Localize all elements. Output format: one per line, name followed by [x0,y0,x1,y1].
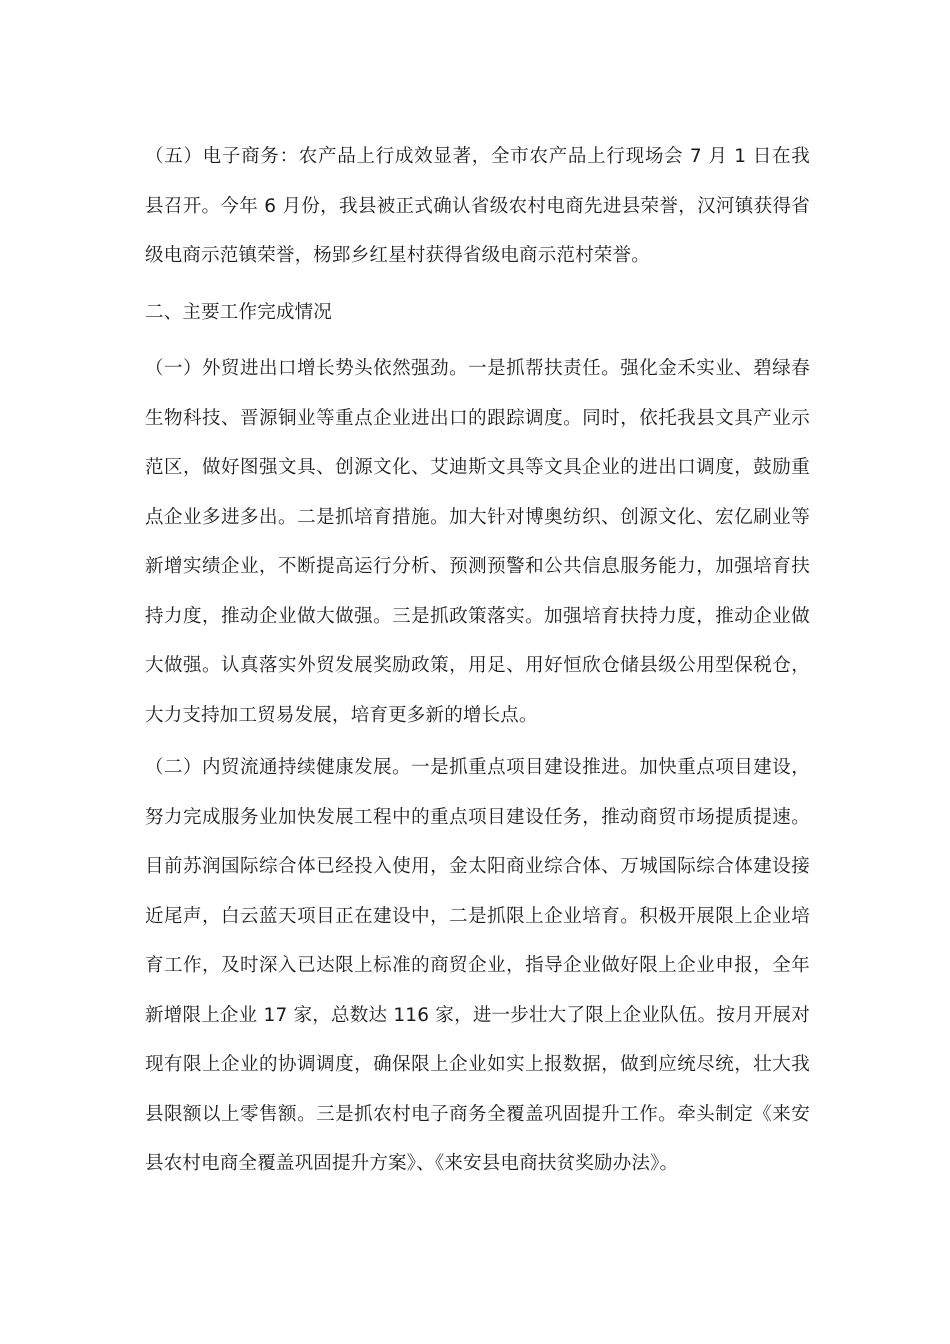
document-body [145,132,810,1189]
paragraph-foreign-trade: （一）外贸进出口增长势头依然强劲。一是抓帮扶责任。强化金禾实业、碧绿春生物科技、晋源铜业等重点企业进出口的跟踪调度。同时，依托我县文具产业示范区，做好图强文具、创源文化、艾迪斯文具等文具企业的进出口调度，鼓励重点企业多进多出。二是抓培育措施。加大针对博奥纺织、创源文化、宏亿刷业等新增实绩企业，不断提高运行分析、预测预警和公共信息服务能力，加强培育扶持力度，推动企业做大做强。三是抓政策落实。加强培育扶持力度，推动企业做大做强。认真落实外贸发展奖励政策，用足、用好恒欣仓储县级公用型保税仓，大力支持加工贸易发展，培育更多新的增长点。 [145,358,810,726]
paragraph-domestic-trade: （二）内贸流通持续健康发展。一是抓重点项目建设推进。加快重点项目建设，努力完成服务业加快发展工程中的重点项目建设任务，推动商贸市场提质提速。目前苏润国际综合体已经投入使用，金太阳商业综合体、万城国际综合体建设接近尾声，白云蓝天项目正在建设中，二是抓限上企业培育。积极开展限上企业培育工作，及时深入已达限上标准的商贸企业，指导企业做好限上企业申报，全年新增限上企业 17 家，总数达 116 家，进一步壮大了限上企业队伍。按月开展对现有限上企业的协调调度，确保限上企业如实上报数据，做到应统尽统，壮大我县限额以上零售额。三是抓农村电子商务全覆盖巩固提升工作。牵头制定《来安县农村电商全覆盖巩固提升方案》、《来安县电商扶贫奖励办法》。 [145,757,810,1174]
paragraph-ecommerce: （五）电子商务：农产品上行成效显著，全市农产品上行现场会 7 月 1 日在我县召开。今年 6 月份，我县被正式确认省级农村电商先进县荣誉，汉河镇获得省级电商示范镇荣誉，杨郢乡红星村获得省级电商示范村荣誉。 [145,146,810,266]
section-heading-main-work: 二、主要工作完成情况 [145,301,333,323]
